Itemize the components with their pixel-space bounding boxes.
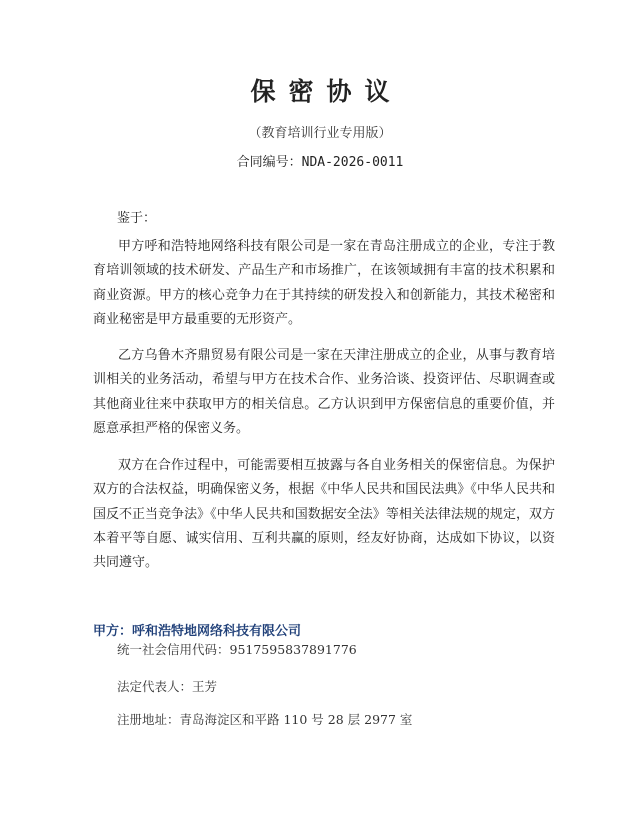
party-a-legal-rep: 法定代表人：王芳 [117,679,218,694]
paragraph-party-a-intro: 甲方呼和浩特地网络科技有限公司是一家在青岛注册成立的企业，专注于教育培训领域的技术研发、产品生产和市场推广，在该领域拥有丰富的技术积累和商业资源。甲方的核心竞争力在于其持续的研发投入和创新能力，其技术秘密和商业秘密是甲方最重要的无形资产。 [93,239,555,327]
party-a-address: 注册地址：青岛海淀区和平路 110 号 28 层 2977 室 [117,712,413,727]
document-title: 保密协议 [250,77,403,106]
whereas-heading: 鉴于： [117,211,157,226]
paragraph-purpose: 双方在合作过程中，可能需要相互披露与各自业务相关的保密信息。为保护双方的合法权益，明确保密义务，根据《中华人民共和国民法典》《中华人民共和国反不正当竞争法》《中华人民共和国数据安全法》等相关法律法规的规定，双方本着平等自愿、诚实信用、互利共赢的原则，经友好协商，达成如下协议，以资共同遵守。 [93,458,555,571]
document-subtitle: （教育培训行业专用版） [248,126,392,141]
paragraph-party-b-intro: 乙方乌鲁木齐鼎贸易有限公司是一家在天津注册成立的企业，从事与教育培训相关的业务活动，希望与甲方在技术合作、业务洽谈、投资评估、尽职调查或其他商业往来中获取甲方的相关信息。乙方认识到甲方保密信息的重要价值，并愿意承担严格的保密义务。 [93,348,555,436]
party-a-credit-code: 统一社会信用代码：9517595837891776 [117,642,357,657]
contract-number: 合同编号：NDA-2026-0011 [236,155,404,170]
party-a-heading: 甲方：呼和浩特地网络科技有限公司 [93,624,302,639]
